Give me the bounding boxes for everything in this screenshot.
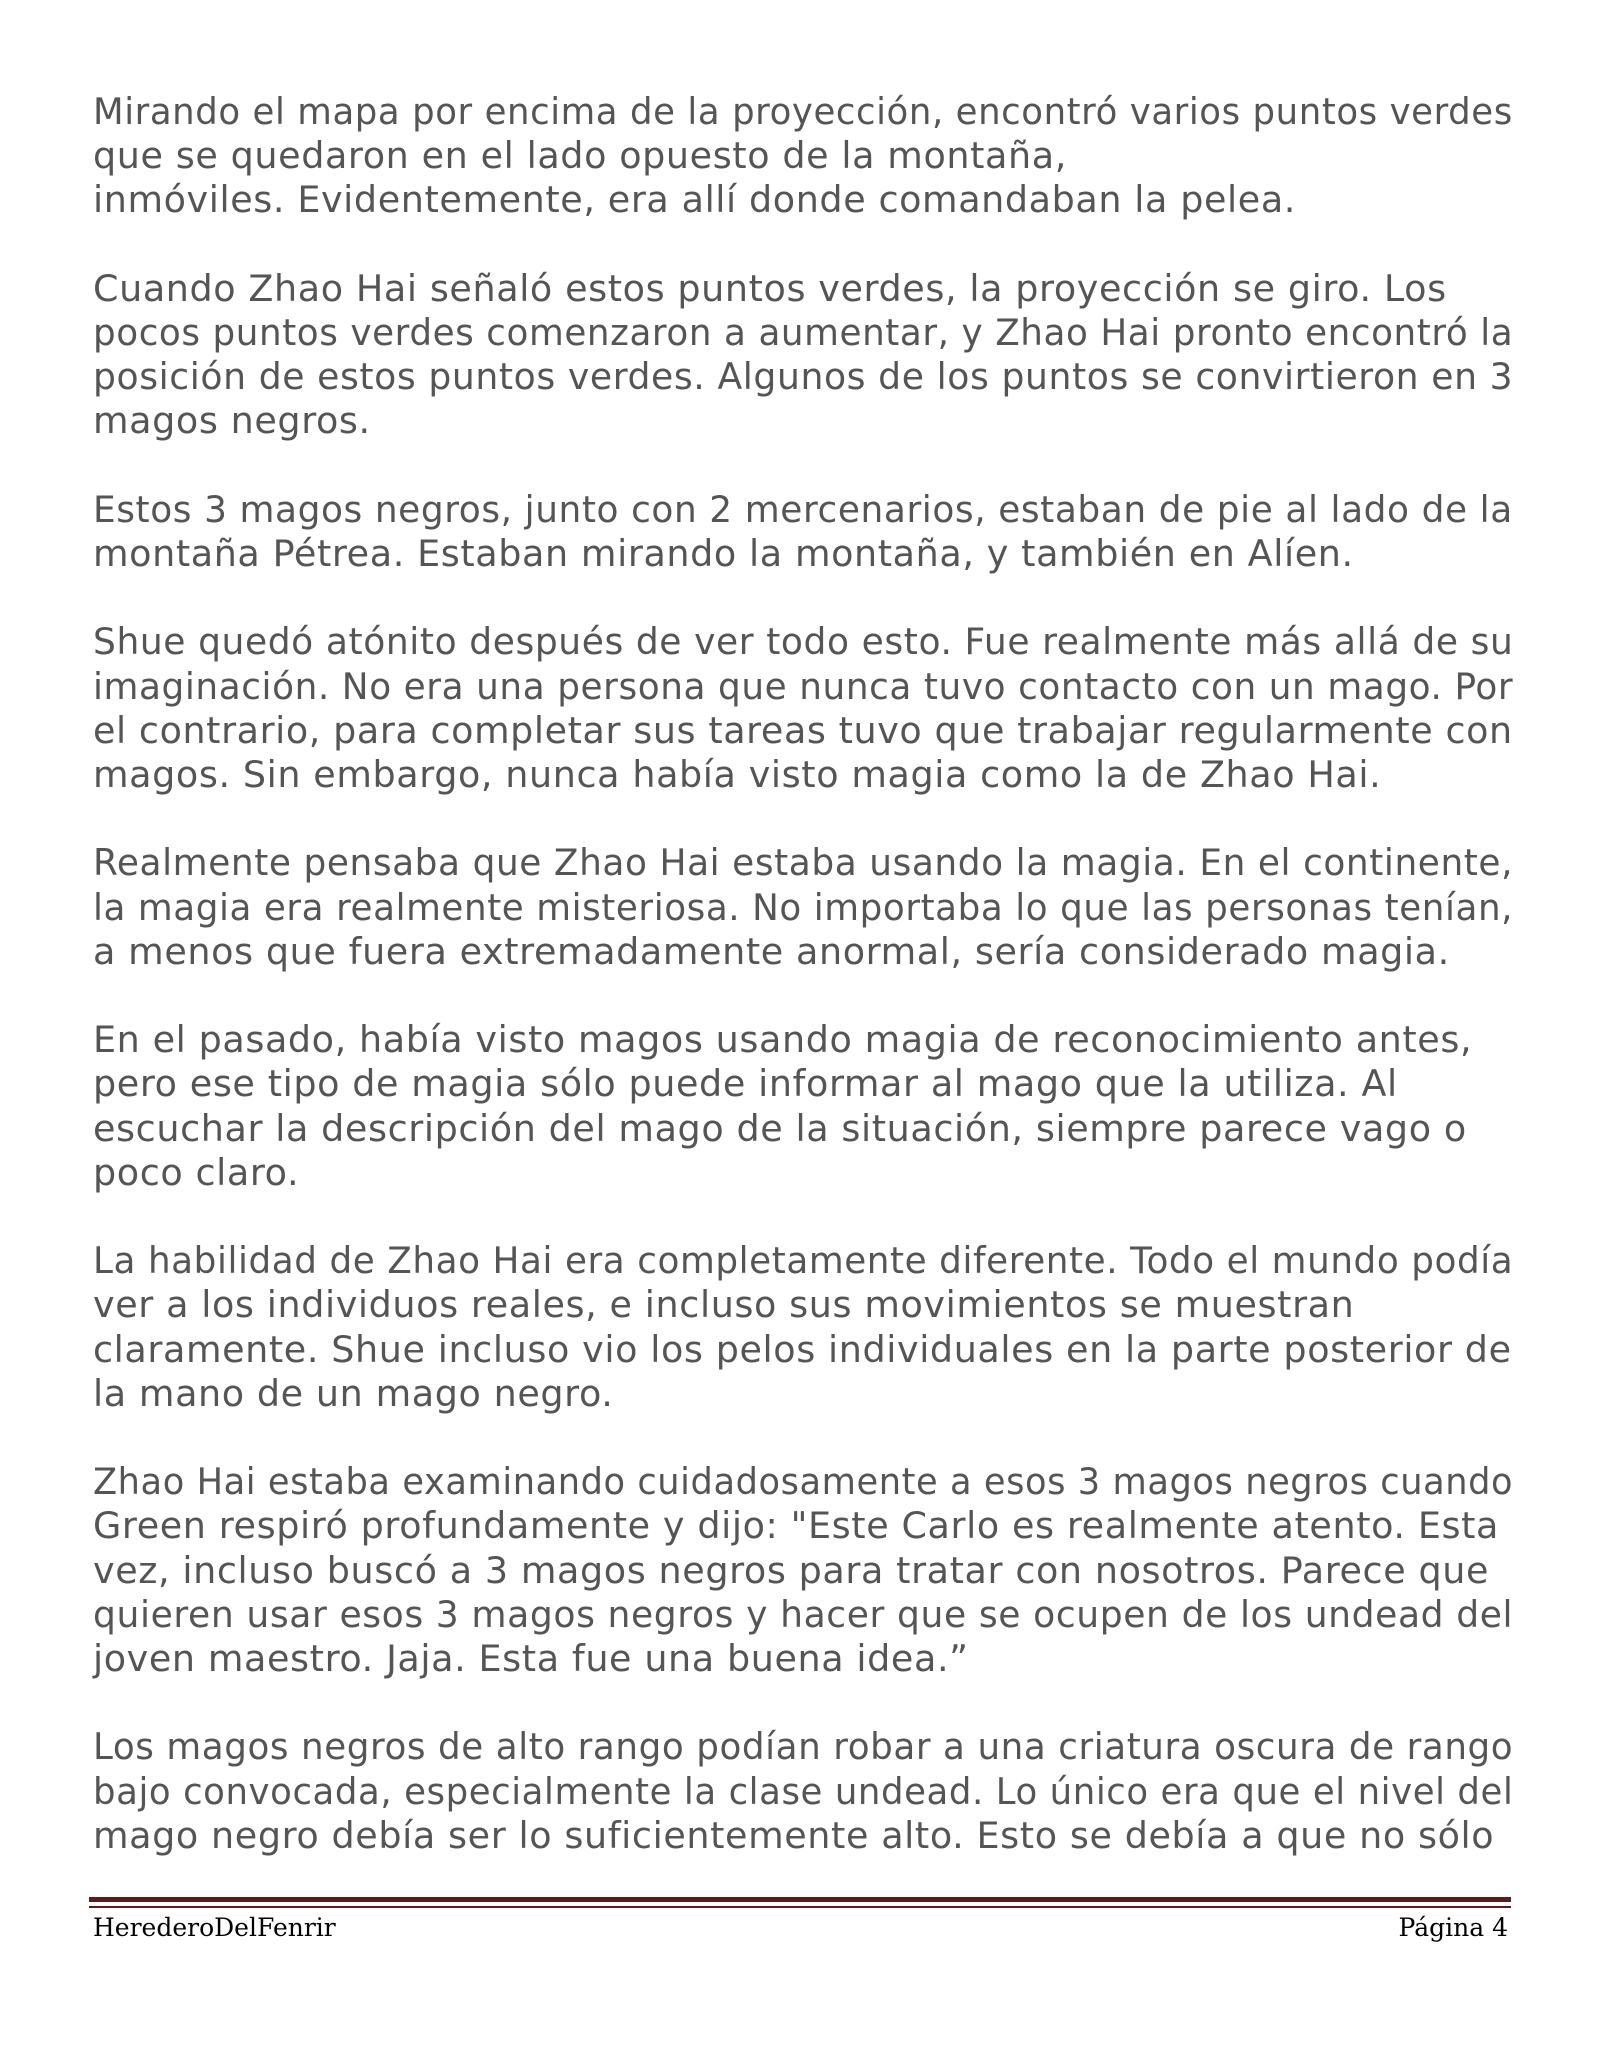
text-line: Estos 3 magos negros, junto con 2 mercenarios, estaban de pie al lado de la xyxy=(93,487,1513,531)
text-line: pero ese tipo de magia sólo puede informar al mago que la utiliza. Al xyxy=(93,1062,1398,1106)
text-line: Cuando Zhao Hai señaló estos puntos verdes, la proyección se giro. Los xyxy=(93,266,1447,310)
text-line: mago negro debía ser lo suficientemente alto. Esto se debía a que no sólo xyxy=(93,1813,1495,1857)
footer-divider-thick xyxy=(89,1897,1511,1902)
text-line: joven maestro. Jaja. Esta fue una buena idea.” xyxy=(93,1637,969,1680)
text-line: Shue quedó atónito después de ver todo esto. Fue realmente más allá de su xyxy=(93,620,1514,664)
text-line: Mirando el mapa por encima de la proyección, encontró varios puntos verdes xyxy=(93,90,1513,133)
paragraph xyxy=(93,1460,1513,1681)
text-line: magos negros. xyxy=(93,399,371,443)
text-line: bajo convocada, especialmente la clase undead. Lo único era que el nivel del xyxy=(93,1769,1514,1813)
text-line: a menos que fuera extremadamente anormal, sería considerado magia. xyxy=(93,929,1450,973)
text-line: Los magos negros de alto rango podían robar a una criatura oscura de rango xyxy=(93,1725,1514,1769)
text-line: inmóviles. Evidentemente, era allí donde comandaban la pelea. xyxy=(93,178,1297,222)
paragraph xyxy=(93,90,1513,223)
text-line: la mano de un mago negro. xyxy=(93,1371,614,1415)
footer-divider-thin xyxy=(89,1906,1511,1908)
body-text xyxy=(93,90,1513,1902)
paragraph xyxy=(93,1239,1513,1416)
paragraph xyxy=(93,488,1513,576)
text-line: la magia era realmente misteriosa. No importaba lo que las personas tenían, xyxy=(93,885,1514,929)
text-line: magos. Sin embargo, nunca había visto magia como la de Zhao Hai. xyxy=(93,753,1382,796)
paragraph xyxy=(93,1725,1513,1858)
text-line: ver a los individuos reales, e incluso sus movimientos se muestran xyxy=(93,1283,1355,1327)
text-line: imaginación. No era una persona que nunca tuvo contacto con un mago. Por xyxy=(93,664,1514,708)
text-line: quieren usar esos 3 magos negros y hacer que se ocupen de los undead del xyxy=(93,1592,1514,1636)
paragraph xyxy=(93,267,1513,444)
text-line: Realmente pensaba que Zhao Hai estaba usando la magia. En el continente, xyxy=(93,841,1514,885)
text-line: La habilidad de Zhao Hai era completamente diferente. Todo el mundo podía xyxy=(93,1239,1514,1283)
text-line: Green respiró profundamente y dijo: "Este Carlo es realmente atento. Esta xyxy=(93,1504,1499,1548)
paragraph xyxy=(93,841,1513,974)
text-line: escuchar la descripción del mago de la situación, siempre parece vago o xyxy=(93,1106,1467,1150)
text-line: En el pasado, había visto magos usando magia de reconocimiento antes, xyxy=(93,1018,1473,1062)
text-line: posición de estos puntos verdes. Algunos de los puntos se convirtieron en 3 xyxy=(93,355,1514,399)
text-line: pocos puntos verdes comenzaron a aumentar, y Zhao Hai pronto encontró la xyxy=(93,311,1514,354)
footer-author: HerederoDelFenrir xyxy=(93,1913,336,1942)
text-line: Zhao Hai estaba examinando cuidadosamente a esos 3 magos negros cuando xyxy=(93,1460,1514,1504)
text-line: poco claro. xyxy=(93,1150,300,1194)
text-line: el contrario, para completar sus tareas tuvo que trabajar regularmente con xyxy=(93,708,1513,752)
text-line: claramente. Shue incluso vio los pelos individuales en la parte posterior de xyxy=(93,1327,1512,1371)
text-line: montaña Pétrea. Estaban mirando la montaña, y también en Alíen. xyxy=(93,532,1354,575)
footer-page-number: Página 4 xyxy=(1398,1913,1508,1942)
paragraph xyxy=(93,620,1513,797)
paragraph xyxy=(93,1018,1513,1195)
text-line: vez, incluso buscó a 3 magos negros para tratar con nosotros. Parece que xyxy=(93,1548,1490,1592)
text-line: que se quedaron en el lado opuesto de la montaña, xyxy=(93,134,1067,178)
